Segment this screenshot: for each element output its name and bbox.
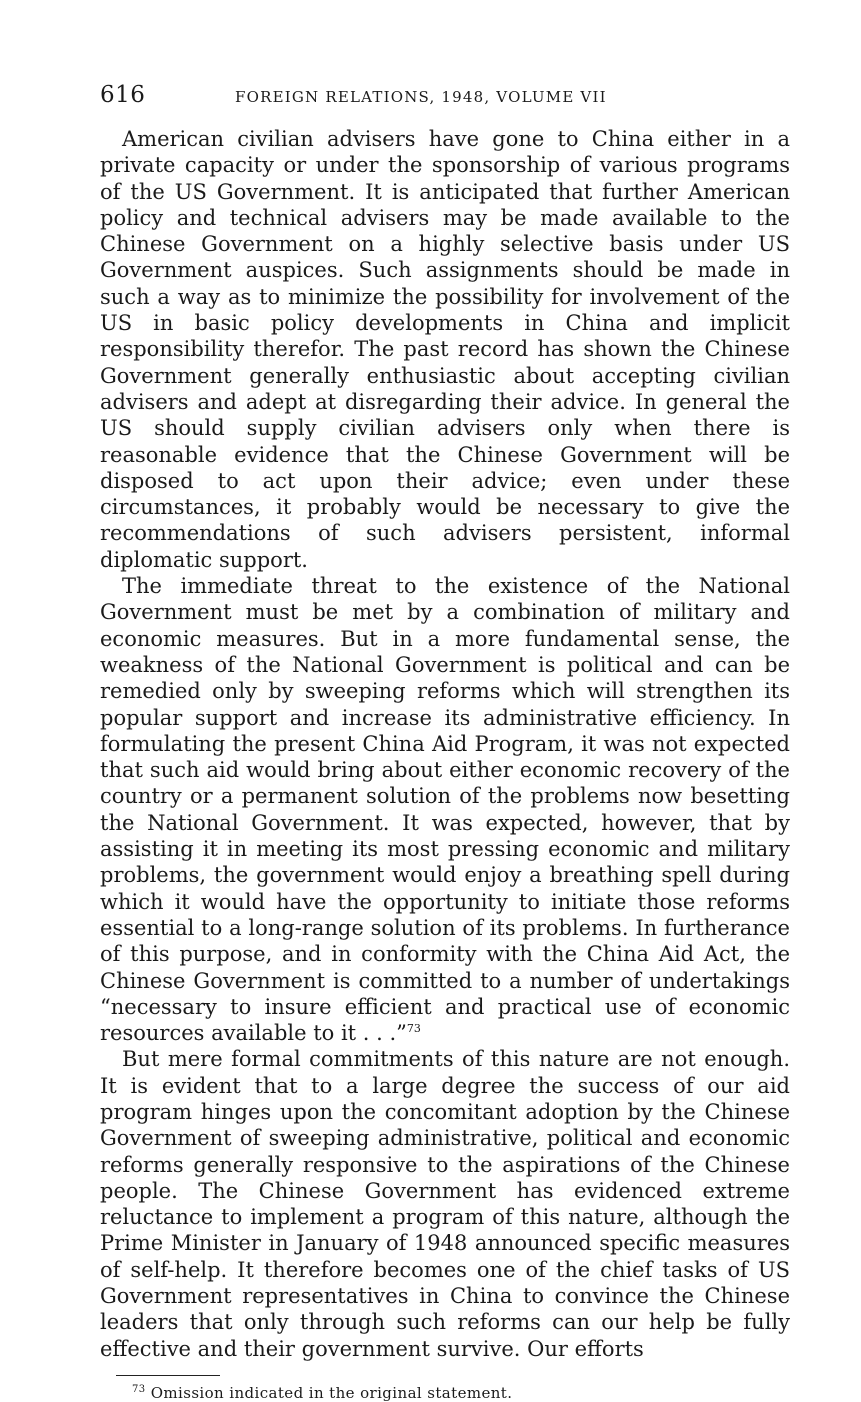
paragraph (100, 1046, 790, 1362)
body-text (100, 126, 790, 1362)
running-title: FOREIGN RELATIONS, 1948, VOLUME VII (235, 88, 607, 106)
footnote-divider (116, 1375, 220, 1376)
page-number: 616 (100, 82, 146, 108)
footnote (132, 1384, 790, 1402)
paragraph (100, 126, 790, 573)
paragraph-text: But mere formal commitments of this nature are not enough. It is evident that to a large degree the success of our aid program hinges upon the concomitant adoption by the Chinese Government of sweeping administrative, political and economic reforms generally responsive to the aspirations of the Chinese people. The Chinese Government has evidenced extreme reluctance to implement a program of this nature, although the Prime Minister in January of 1948 announced specific measures of self-help. It therefore becomes one of the chief tasks of US Government representatives in China to convince the Chinese leaders that only through such reforms can our help be fully effective and their government survive. Our efforts (100, 1047, 790, 1361)
document-page (100, 82, 790, 1402)
footnote-reference[interactable]: 73 (406, 1022, 421, 1036)
paragraph-text: The immediate threat to the existence of the National Government must be met by a combination of military and economic measures. But in a more fundamental sense, the weakness of the National Government is political and can be remedied only by sweeping reforms which will strengthen its popular support and increase its administrative efficiency. In formulating the present China Aid Program, it was not expected that such aid would bring about either economic recovery of the country or a permanent solution of the problems now besetting the National Government. It was expected, however, that by assisting it in meeting its most pressing economic and military problems, the government would enjoy a breathing spell during which it would have the opportunity to initiate those reforms essential to a long-range solution of its problems. In furtherance of this purpose, and in conformity with the China Aid Act, the Chinese Government is committed to a number of undertakings “necessary to insure efficient and practical use of economic resources available to it . . .” (100, 574, 790, 1046)
paragraph-text: American civilian advisers have gone to China either in a private capacity or under the sponsorship of various programs of the US Government. It is anticipated that further American policy and technical advisers may be made available to the Chinese Government on a highly selective basis under US Government auspices. Such assignments should be made in such a way as to minimize the possibility for involvement of the US in basic policy developments in China and implicit responsibility therefor. The past record has shown the Chinese Government generally enthusiastic about accepting civilian advisers and adept at disregarding their advice. In general the US should supply civilian advisers only when there is reasonable evidence that the Chinese Government will be disposed to act upon their advice; even under these circumstances, it probably would be necessary to give the recommendations of such advisers persistent, informal diplomatic support. (100, 127, 790, 572)
footnote-text: Omission indicated in the original statement. (150, 1383, 513, 1402)
paragraph (100, 573, 790, 1046)
page-header (100, 82, 790, 116)
footnote-marker: 73 (132, 1383, 146, 1395)
